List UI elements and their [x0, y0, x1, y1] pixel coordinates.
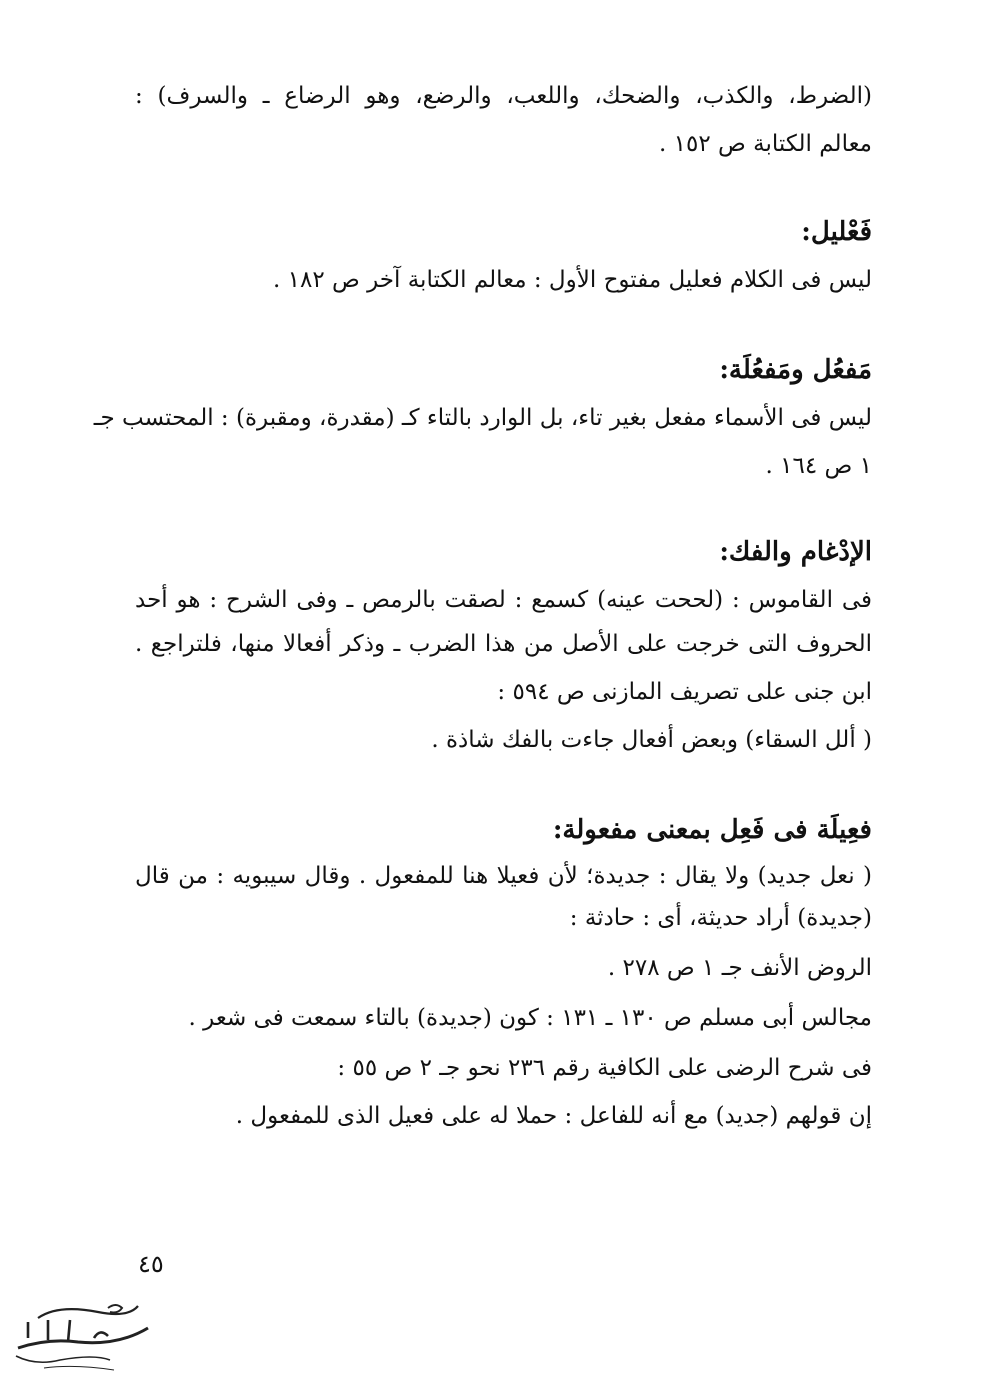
section-heading-idgham: الإدْغام والفك: [719, 537, 872, 567]
section-faila-line-3: الروض الأنف جـ ١ ص ٢٧٨ . [607, 955, 872, 981]
section-idgham-line-3: ابن جنى على تصريف المازنى ص ٥٩٤ : [497, 679, 872, 705]
section-faila-line-1: ( نعل جديد) ولا يقال : جديدة؛ لأن فعيلا هنا للمفعول . وقال سيبويه : من قال [135, 863, 872, 889]
section-idgham-line-2: الحروف التى خرجت على الأصل من هذا الضرب ـ وذكر أفعالا منها، فلتراجع . [135, 631, 872, 657]
calligraphy-stamp-icon [8, 1298, 156, 1378]
section-mafal-line-1: ليس فى الأسماء مفعل بغير تاء، بل الوارد بالتاء كـ (مقدرة، ومقبرة) : المحتسب جـ [93, 405, 872, 431]
page-number: ٤٥ [138, 1250, 164, 1278]
section-faila-line-2: (جديدة) أراد حديثة، أى : حادثة : [569, 905, 872, 931]
section-faila-line-5: فى شرح الرضى على الكافية رقم ٢٣٦ نحو جـ ٢ ص ٥٥ : [337, 1055, 872, 1081]
section-heading-mafal: مَفعُل ومَفعُلَة: [719, 355, 872, 385]
section-faila-line-4: مجالس أبى مسلم ص ١٣٠ ـ ١٣١ : كون (جديدة) بالتاء سمعت فى شعر . [188, 1005, 872, 1031]
section-heading-faelil: فَعْليل: [801, 217, 872, 247]
section-faelil-line-1: ليس فى الكلام فعليل مفتوح الأول : معالم الكتابة آخر ص ١٨٢ . [273, 267, 872, 293]
intro-line-1: (الضرط، والكذب، والضحك، واللعب، والرضع، وهو الرضاع ـ والسرف) : [135, 83, 872, 109]
section-idgham-line-1: فى القاموس : (لححت عينه) كسمع : لصقت بالرمص ـ وفى الشرح : هو أحد [135, 587, 872, 613]
section-heading-faila: فعِيلَة فى فَعِل بمعنى مفعولة: [552, 815, 872, 845]
section-idgham-line-4: ( ألل السقاء) وبعض أفعال جاءت بالفك شاذة . [431, 727, 872, 753]
section-mafal-line-2: ١ ص ١٦٤ . [765, 453, 872, 479]
intro-line-2: معالم الكتابة ص ١٥٢ . [659, 131, 872, 157]
section-faila-line-6: إن قولهم (جديد) مع أنه للفاعل : حملا له على فعيل الذى للمفعول . [235, 1103, 872, 1129]
library-stamp-logo [8, 1298, 156, 1378]
